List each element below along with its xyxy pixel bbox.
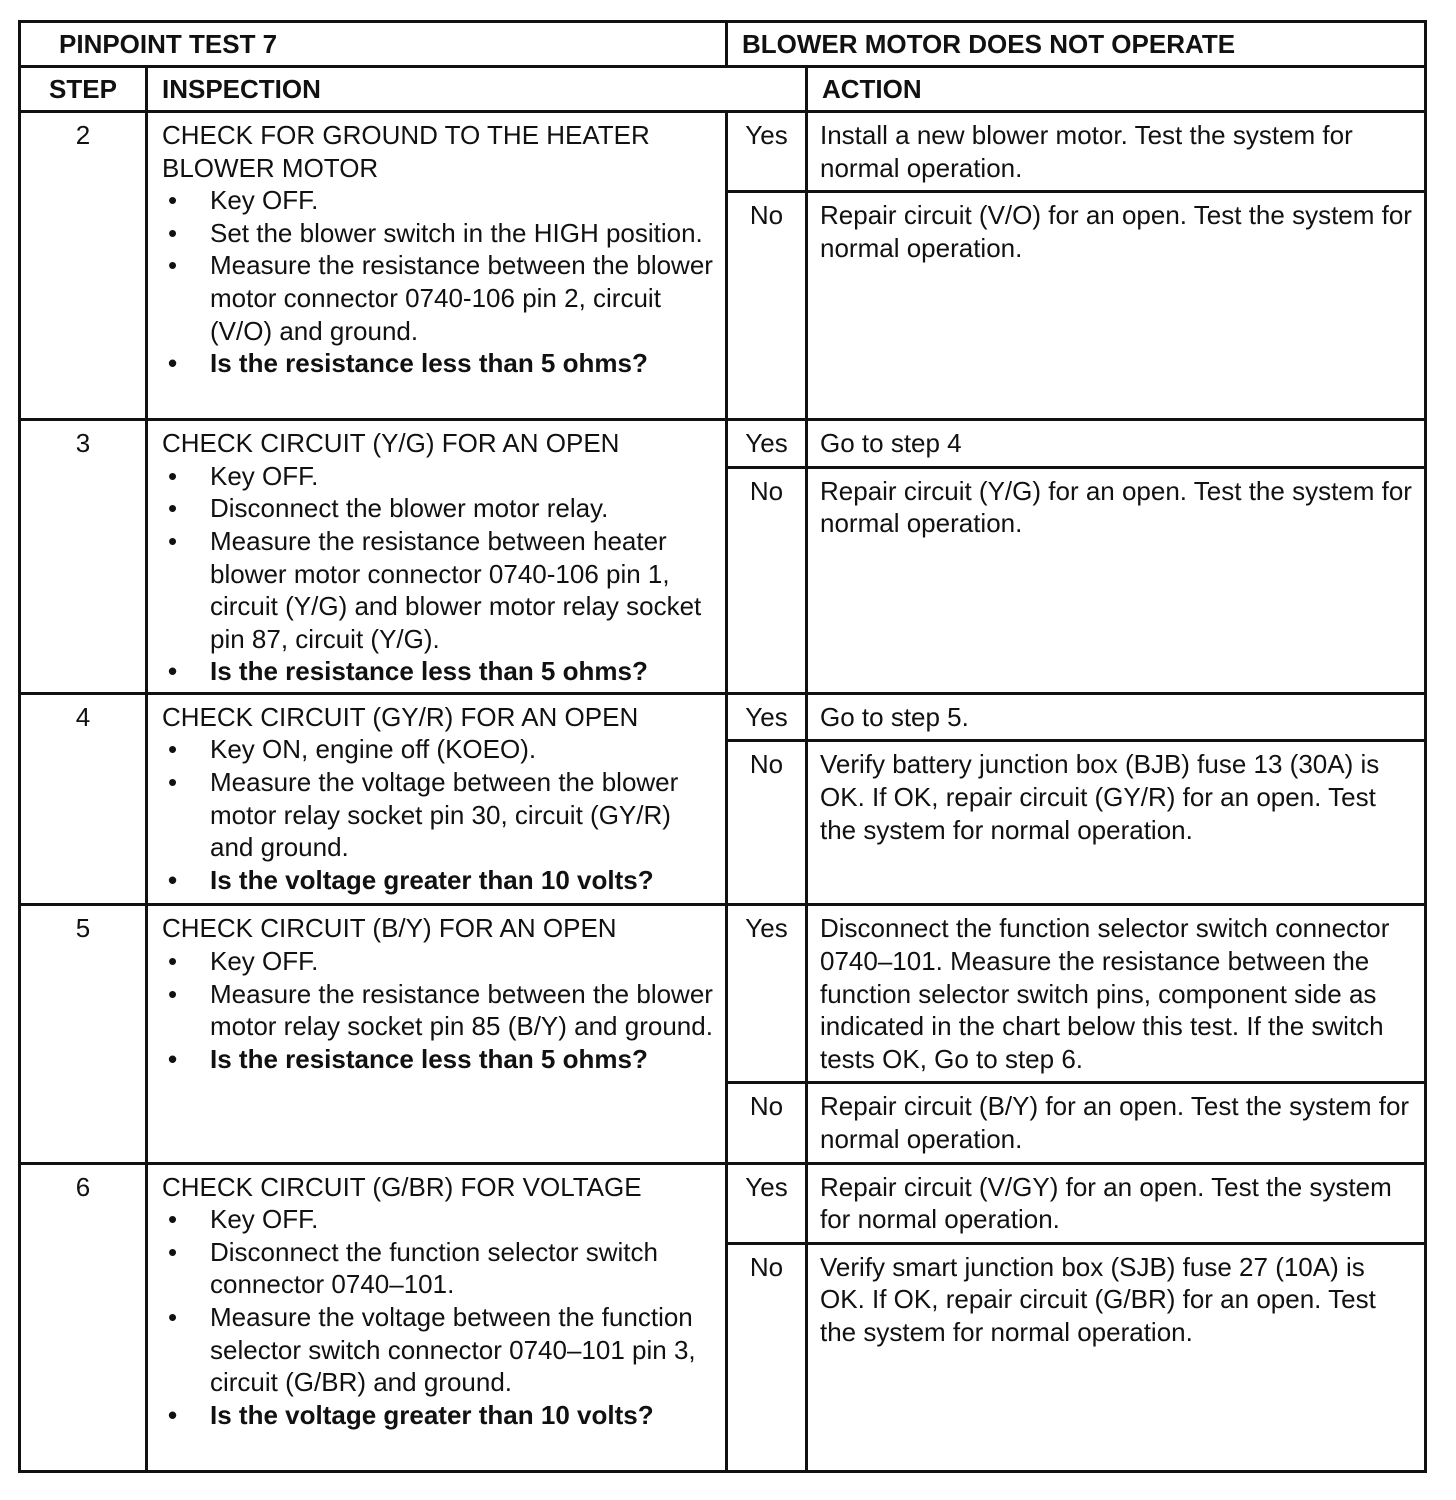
bullet-text: Key OFF. (210, 460, 319, 491)
no-action: Repair circuit (B/Y) for an open. Test the system for normal operation. (807, 1083, 1426, 1163)
question-text: Is the resistance less than 5 ohms? (210, 1043, 648, 1074)
title-row (20, 22, 1426, 67)
no-label: No (727, 192, 807, 420)
yes-action: Install a new blower motor. Test the system for normal operation. (807, 112, 1426, 192)
yes-label: Yes (727, 693, 807, 741)
bullet-text: Key OFF. (210, 1204, 319, 1235)
bullet-icon: • (168, 185, 178, 216)
inspection-bullet (162, 978, 715, 1043)
yes-action: Repair circuit (V/GY) for an open. Test the system for normal operation. (807, 1163, 1426, 1243)
action-column-header: ACTION (807, 67, 1426, 112)
inspection-bullet (162, 1301, 715, 1399)
bullet-icon: • (168, 978, 178, 1009)
bullet-text: Key OFF. (210, 185, 319, 216)
bullet-text: Disconnect the function selector switch connector 0740–101. (210, 1236, 658, 1300)
inspection-heading: CHECK CIRCUIT (B/Y) FOR AN OPEN (162, 913, 617, 944)
inspection-bullet (162, 766, 715, 864)
bullet-text: Measure the resistance between heater blower motor connector 0740-106 pin 1, circuit (Y/G) and blower motor relay socket pin 87, circuit (Y/G). (210, 525, 702, 654)
inspection-bullet (162, 249, 715, 347)
bullet-icon: • (168, 217, 178, 248)
header-row (20, 67, 1426, 112)
inspection-question (162, 1043, 715, 1076)
bullet-text: Set the blower switch in the HIGH position. (210, 217, 703, 248)
inspection-cell (147, 693, 727, 905)
inspection-cell (147, 112, 727, 420)
bullet-icon: • (168, 1301, 178, 1332)
inspection-bullet (162, 1236, 715, 1301)
yes-label: Yes (727, 112, 807, 192)
inspection-heading: CHECK FOR GROUND TO THE HEATER BLOWER MOTOR (162, 120, 650, 183)
test-name: BLOWER MOTOR DOES NOT OPERATE (727, 22, 1426, 67)
bullet-icon: • (168, 656, 178, 687)
inspection-bullet (162, 460, 715, 493)
bullet-text: Key ON, engine off (KOEO). (210, 734, 537, 765)
inspection-cell (147, 1163, 727, 1471)
inspection-bullet (162, 492, 715, 525)
bullet-text: Measure the resistance between the blower motor relay socket pin 85 (B/Y) and ground. (210, 978, 713, 1042)
inspection-steps-list (162, 184, 715, 380)
step-number: 6 (20, 1163, 147, 1471)
bullet-text: Disconnect the blower motor relay. (210, 493, 609, 524)
inspection-heading: CHECK CIRCUIT (G/BR) FOR VOLTAGE (162, 1171, 642, 1202)
bullet-icon: • (168, 1236, 178, 1267)
question-text: Is the voltage greater than 10 volts? (210, 864, 654, 895)
yes-label: Yes (727, 1163, 807, 1243)
inspection-steps-list (162, 733, 715, 896)
question-text: Is the voltage greater than 10 volts? (210, 1399, 654, 1430)
yes-action: Go to step 4 (807, 420, 1426, 468)
yes-label: Yes (727, 420, 807, 468)
bullet-icon: • (168, 250, 178, 281)
inspection-steps-list (162, 1203, 715, 1431)
inspection-column-header: INSPECTION (147, 67, 807, 112)
bullet-text: Measure the resistance between the blower motor connector 0740-106 pin 2, circuit (V/O) and ground. (210, 250, 713, 346)
inspection-steps-list (162, 460, 715, 688)
no-action: Repair circuit (V/O) for an open. Test the system for normal operation. (807, 192, 1426, 420)
bullet-icon: • (168, 766, 178, 797)
inspection-bullet (162, 525, 715, 655)
step-number: 3 (20, 420, 147, 694)
inspection-bullet (162, 184, 715, 217)
step-row-yes (20, 420, 1426, 468)
step-column-header: STEP (20, 67, 147, 112)
yes-action: Disconnect the function selector switch connector 0740–101. Measure the resistance between the function selector switch pins, component side as indicated in the chart below this test. If the switch tests OK, Go to step 6. (807, 905, 1426, 1083)
no-action: Repair circuit (Y/G) for an open. Test the system for normal operation. (807, 467, 1426, 693)
no-label: No (727, 1243, 807, 1471)
inspection-steps-list (162, 945, 715, 1075)
yes-label: Yes (727, 905, 807, 1083)
inspection-bullet (162, 1203, 715, 1236)
inspection-question (162, 655, 715, 688)
no-label: No (727, 1083, 807, 1163)
no-label: No (727, 741, 807, 905)
inspection-question (162, 864, 715, 897)
inspection-bullet (162, 945, 715, 978)
inspection-heading: CHECK CIRCUIT (Y/G) FOR AN OPEN (162, 428, 620, 459)
step-row-yes (20, 905, 1426, 1083)
bullet-text: Measure the voltage between the blower motor relay socket pin 30, circuit (GY/R) and ground. (210, 766, 679, 863)
no-action: Verify battery junction box (BJB) fuse 13 (30A) is OK. If OK, repair circuit (GY/R) for an open. Test the system for normal operation. (807, 741, 1426, 905)
inspection-heading: CHECK CIRCUIT (GY/R) FOR AN OPEN (162, 701, 639, 732)
bullet-icon: • (168, 864, 178, 895)
test-id: PINPOINT TEST 7 (20, 22, 727, 67)
inspection-question (162, 1399, 715, 1432)
inspection-cell (147, 905, 727, 1163)
pinpoint-test-table (18, 20, 1427, 1473)
step-row-yes (20, 693, 1426, 741)
inspection-question (162, 347, 715, 380)
inspection-bullet (162, 217, 715, 250)
no-label: No (727, 467, 807, 693)
question-text: Is the resistance less than 5 ohms? (210, 656, 648, 687)
step-number: 5 (20, 905, 147, 1163)
yes-action: Go to step 5. (807, 693, 1426, 741)
bullet-icon: • (168, 460, 178, 491)
inspection-bullet (162, 733, 715, 766)
step-row-yes (20, 1163, 1426, 1243)
bullet-text: Key OFF. (210, 945, 319, 976)
bullet-icon: • (168, 1043, 178, 1074)
step-number: 2 (20, 112, 147, 420)
pinpoint-test-sheet (18, 20, 1424, 1473)
bullet-icon: • (168, 1399, 178, 1430)
inspection-cell (147, 420, 727, 694)
bullet-icon: • (168, 1204, 178, 1235)
bullet-icon: • (168, 734, 178, 765)
bullet-text: Measure the voltage between the function selector switch connector 0740–101 pin 3, circuit (G/BR) and ground. (210, 1301, 696, 1398)
step-row-yes (20, 112, 1426, 192)
bullet-icon: • (168, 348, 178, 379)
bullet-icon: • (168, 525, 178, 556)
question-text: Is the resistance less than 5 ohms? (210, 348, 648, 379)
no-action: Verify smart junction box (SJB) fuse 27 (10A) is OK. If OK, repair circuit (G/BR) for an open. Test the system for normal operation. (807, 1243, 1426, 1471)
bullet-icon: • (168, 493, 178, 524)
step-number: 4 (20, 693, 147, 905)
bullet-icon: • (168, 945, 178, 976)
